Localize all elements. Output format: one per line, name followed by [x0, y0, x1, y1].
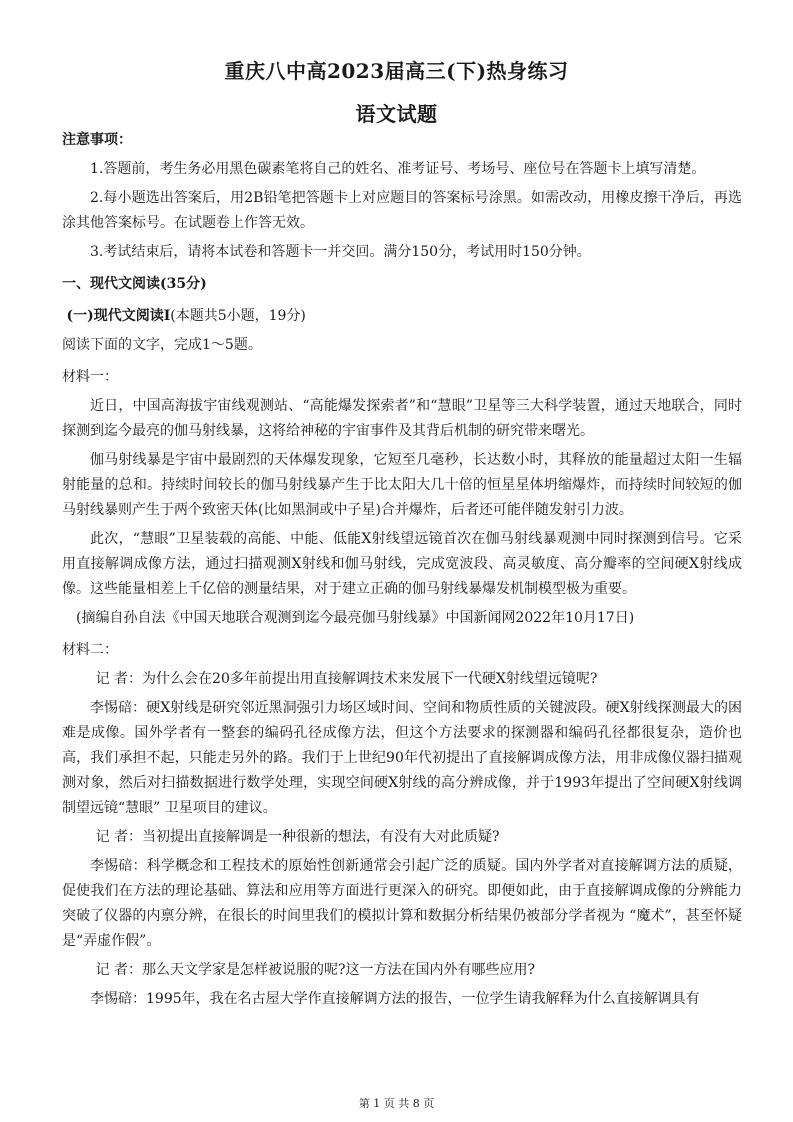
subsection-title: (一)现代文阅读Ⅰ [66, 308, 171, 324]
interview-answer: 李惕碚：1995年，我在名古屋大学作直接解调方法的报告，一位学生请我解释为什么直接解调具有 [90, 991, 700, 1007]
material-1-source: (摘编自孙自法《中国天地联合观测到迄今最亮伽马射线暴》中国新闻网2022年10月17日) [76, 610, 635, 626]
page-title: 重庆八中高2023届高三(下)热身练习 [224, 59, 569, 83]
reading-instruction: 阅读下面的文字，完成1～5题。 [62, 337, 262, 353]
material-1-paragraph: 此次，“慧眼”卫星装载的高能、中能、低能X射线望远镜首次在伽马射线暴观测中同时探测到信号。它采用直接解调成像方法，通过扫描观测X射线和伽马射线，完成宽波段、高灵敏度、高分瓣率的空间硬X射线成像。这些能量相差上千亿倍的测量结果，对于建立正确的伽马射线暴爆发机制模型极为重要。 [62, 531, 742, 597]
exam-content [62, 128, 742, 1012]
material-1-paragraph: 伽马射线暴是宇宙中最剧烈的天体爆发现象，它短至几毫秒，长达数小时，其释放的能量超过太阳一生辐射能量的总和。持续时间较长的伽马射线暴产生于比太阳大几十倍的恒星星体坍缩爆炸，而持续时间较短的伽马射线暴则产生于两个致密天体(比如黑洞或中子星)合并爆炸，后者还可能伴随发射引力波。 [62, 452, 742, 518]
interview-answer: 李惕碚：硬X射线是研究邻近黑洞强引力场区域时间、空间和物质性质的关键波段。硬X射线探测最大的困难是成像。国外学者有一整套的编码孔径成像方法，但这个方法要求的探测器和编码孔径都很复杂，造价也高，我们承担不起，只能走另外的路。我们于上世纪90年代初提出了直接解调成像方法，用非成像仪器扫描观测对象，然后对扫描数据进行数学处理，实现空间硬X射线的高分辨成像，并于1993年提出了空间硬X射线调制望远镜“慧眼” 卫星项目的建议。 [62, 700, 742, 816]
notice-item-1: 1.答题前，考生务必用黑色碳素笔将自己的姓名、准考证号、考场号、座位号在答题卡上填写清楚。 [90, 161, 706, 177]
interview-question: 记 者：那么天文学家是怎样被说服的呢?这一方法在国内外有哪些应用? [95, 962, 536, 978]
material-1-label: 材料一： [62, 369, 118, 385]
interview-answer: 李惕碚：科学概念和工程技术的原始性创新通常会引起广泛的质疑。国内外学者对直接解调方法的质疑，促使我们在方法的理论基础、算法和应用等方面进行更深入的研究。即便如此，由于直接解调成像的分辨能力突破了仪器的内禀分辨，在很长的时间里我们的模拟计算和数据分析结果仍被部分学者视为 “魔术”，甚至怀疑是“弄虚作假”。 [62, 858, 742, 949]
page-number: 第 1 页 共 8 页 [358, 1097, 435, 1110]
material-1-paragraph: 近日，中国高海拔宇宙线观测站、“高能爆发探索者”和“慧眼”卫星等三大科学装置，通过天地联合，同时探测到迄今最亮的伽马射线暴，这将给神秘的宇宙事件及其背后机制的研究带来曙光。 [62, 398, 742, 439]
page-subtitle: 语文试题 [355, 102, 438, 126]
subsection-note: (本题共5小题，19分) [170, 308, 306, 324]
subsection-heading [62, 304, 742, 329]
notice-item-2: 2.每小题选出答案后，用2B铅笔把答题卡上对应题目的答案标号涂黑。如需改动，用橡皮擦干净后，再选涂其他答案标号。在试题卷上作答无效。 [62, 190, 742, 231]
notice-heading: 注意事项： [62, 132, 132, 148]
interview-question: 记 者：为什么会在20多年前提出用直接解调技术来发展下一代硬X射线望远镜呢? [95, 671, 598, 687]
notice-item-3: 3.考试结束后，请将本试卷和答题卡一并交回。满分150分，考试用时150分钟。 [90, 244, 591, 260]
material-2-label: 材料二： [62, 642, 118, 658]
interview-question: 记 者：当初提出直接解调是一种很新的想法，有没有大对此质疑? [95, 829, 500, 845]
section-heading: 一、现代文阅读(35分) [62, 276, 207, 292]
